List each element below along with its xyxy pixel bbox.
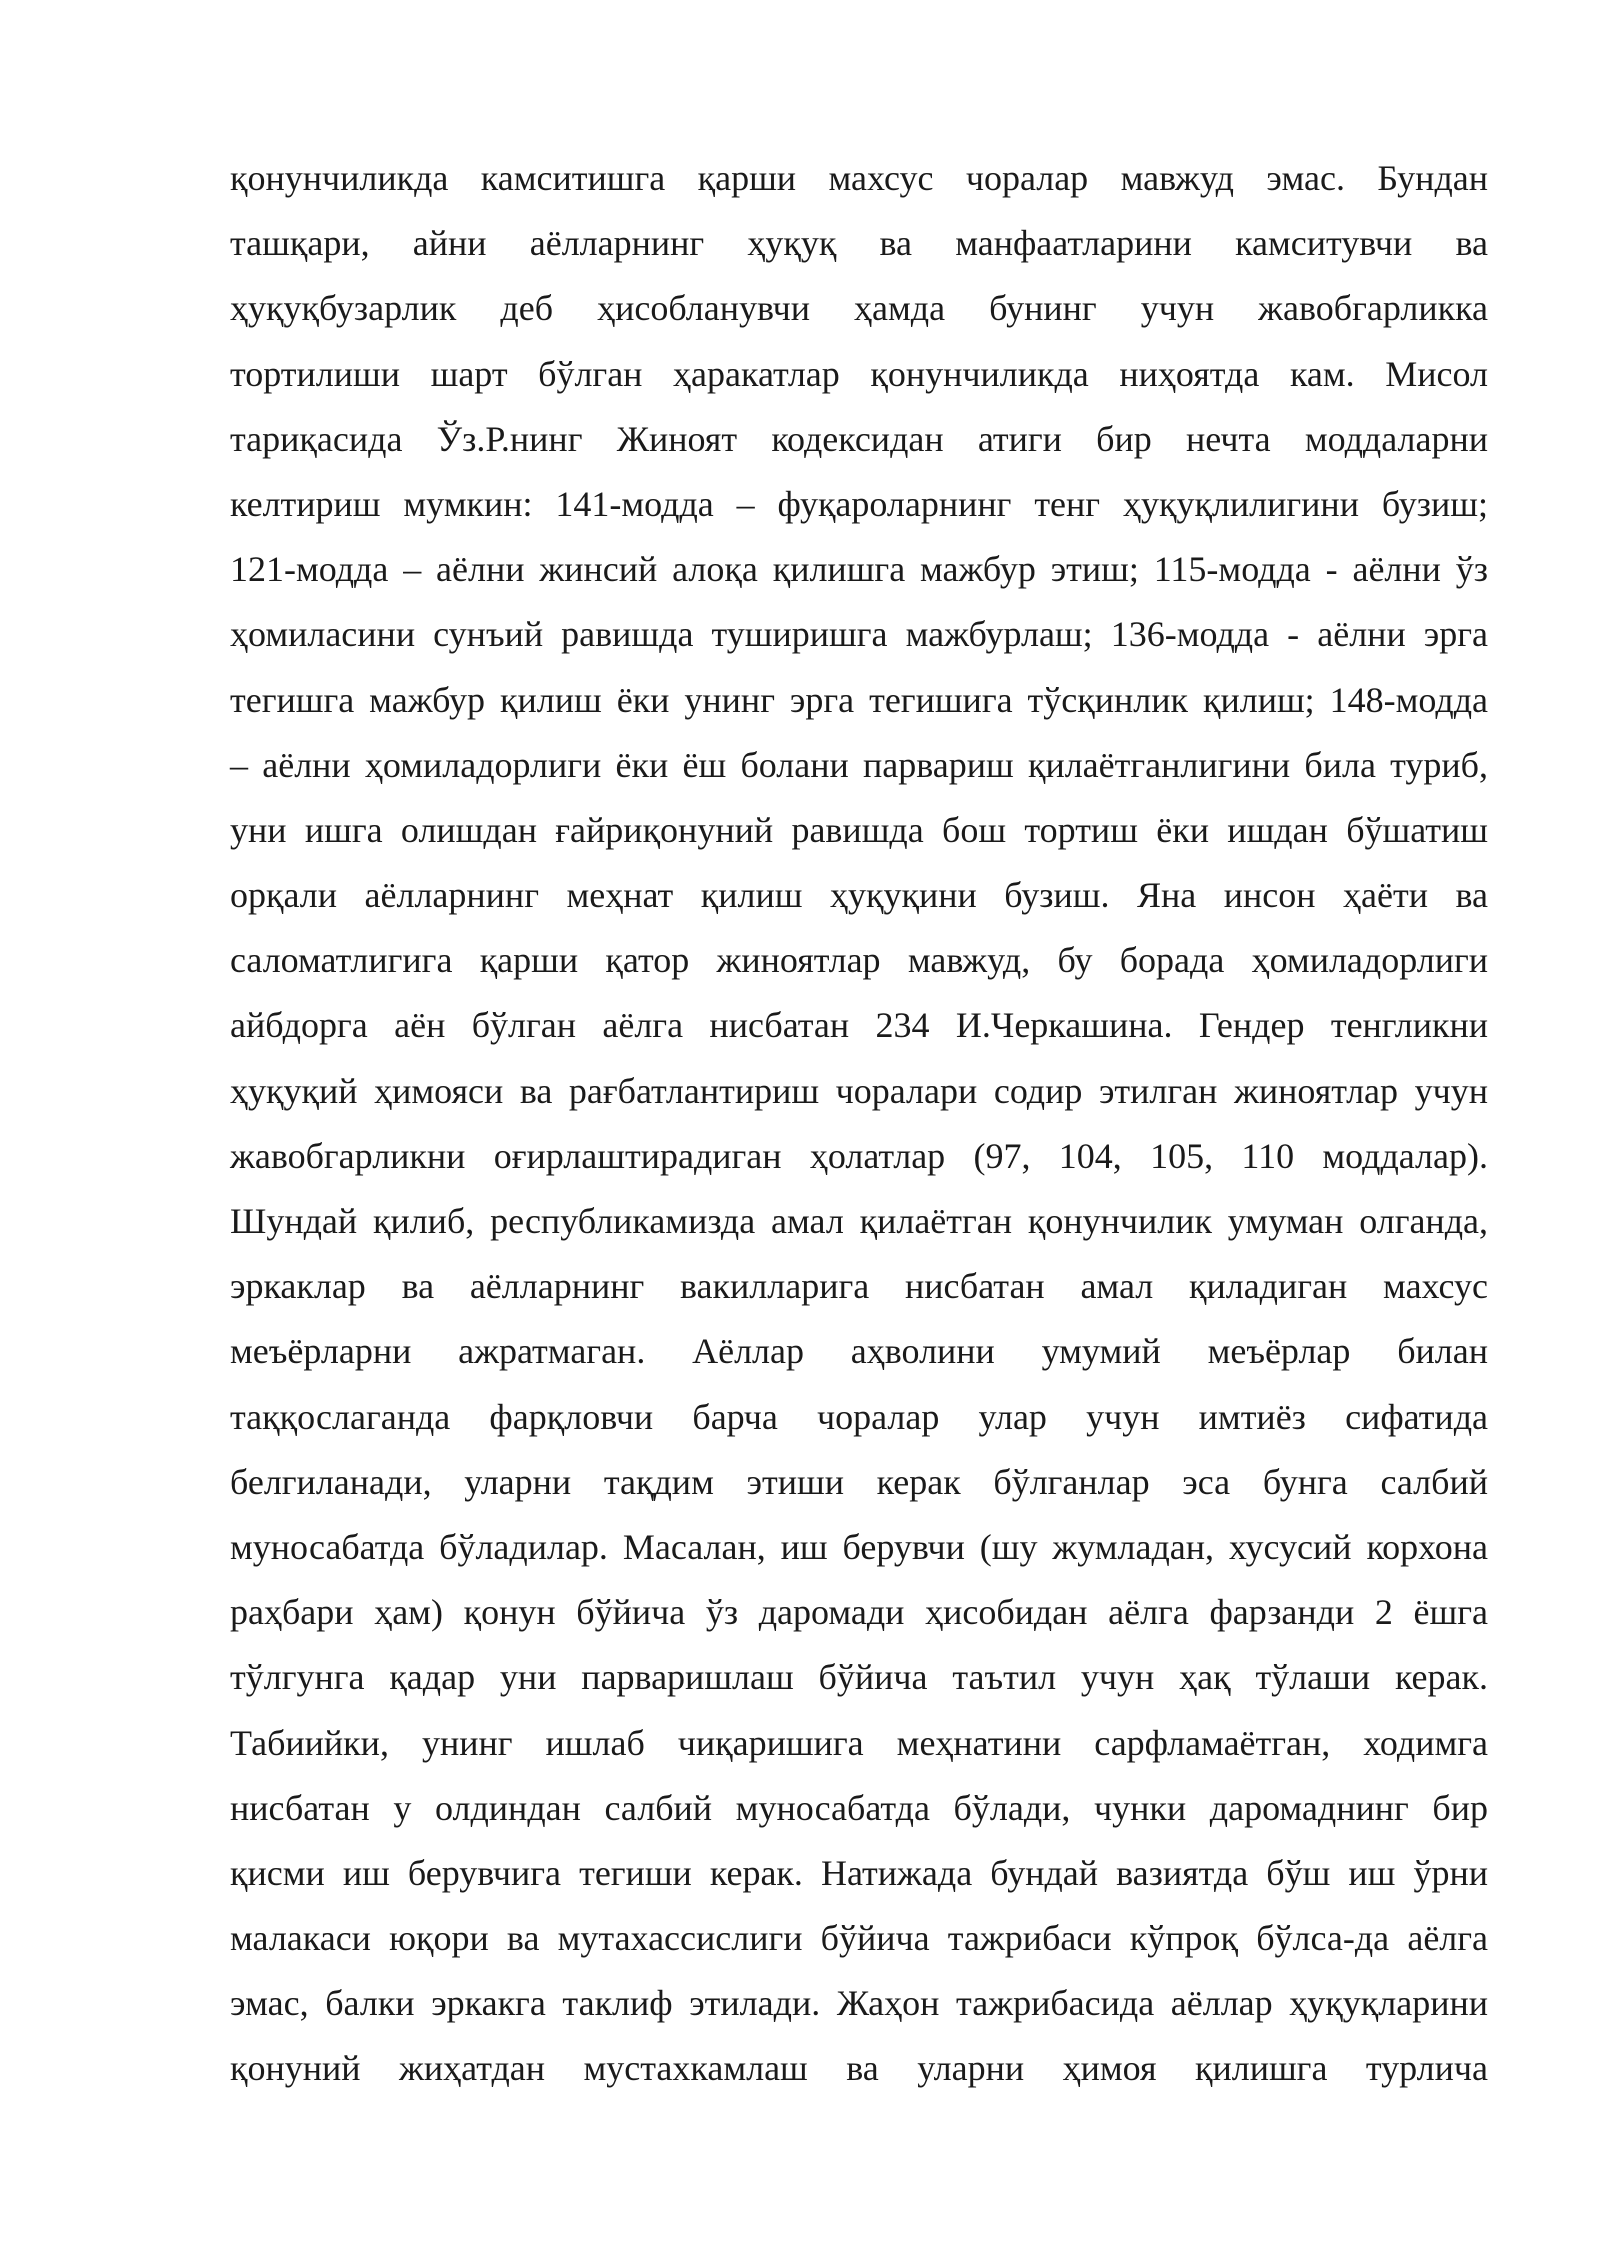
text-line: жавобгарликни оғирлаштирадиган ҳолатлар (97, 104, 105, 110 моддалар).: [230, 1135, 1488, 1176]
text-line: тегишга мажбур қилиш ёки унинг эрга тегишига тўсқинлик қилиш; 148-модда: [230, 679, 1488, 720]
text-line: муносабатда бўладилар. Масалан, иш берувчи (шу жумладан, хусусий корхона: [230, 1526, 1488, 1567]
text-line: келтириш мумкин: 141-модда – фуқароларнинг тенг ҳуқуқлилигини бузиш;: [230, 483, 1488, 524]
text-line: саломатлигига қарши қатор жиноятлар мавжуд, бу борада ҳомиладорлиги: [230, 940, 1488, 981]
text-line: айбдорга аён бўлган аёлга нисбатан 234 И.Черкашина. Гендер тенгликни: [230, 1005, 1488, 1046]
text-line: ташқари, айни аёлларнинг ҳуқуқ ва манфаатларини камситувчи ва: [230, 223, 1488, 264]
text-line: Табиийки, унинг ишлаб чиқаришига меҳнатини сарфламаётган, ходимга: [230, 1722, 1488, 1763]
text-line: белгиланади, уларни тақдим этиши керак бўлганлар эса бунга салбий: [230, 1461, 1488, 1502]
text-line: эмас, балки эркакга таклиф этилади. Жаҳон тажрибасида аёллар ҳуқуқларини: [230, 1983, 1488, 2024]
text-line: ҳомиласини сунъий равишда туширишга мажбурлаш; 136-модда - аёлни эрга: [230, 614, 1488, 655]
text-line: раҳбари ҳам) қонун бўйича ўз даромади ҳисобидан аёлга фарзанди 2 ёшга: [230, 1592, 1488, 1633]
text-line: орқали аёлларнинг меҳнат қилиш ҳуқуқини бузиш. Яна инсон ҳаёти ва: [230, 875, 1488, 916]
text-line: ҳуқуқбузарлик деб ҳисобланувчи ҳамда бунинг учун жавобгарликка: [230, 288, 1488, 329]
text-line: тўлгунга қадар уни парваришлаш бўйича таътил учун ҳақ тўлаши керак.: [230, 1657, 1488, 1698]
body-text: [230, 146, 1488, 2102]
text-line: уни ишга олишдан ғайриқонуний равишда бош тортиш ёки ишдан бўшатиш: [230, 809, 1488, 850]
text-line: қонуний жиҳатдан мустахкамлаш ва уларни ҳимоя қилишга турлича: [230, 2048, 1488, 2089]
text-line: нисбатан у олдиндан салбий муносабатда бўлади, чунки даромаднинг бир: [230, 1787, 1488, 1828]
text-line: қисми иш берувчига тегиши керак. Натижада бундай вазиятда бўш иш ўрни: [230, 1852, 1488, 1893]
text-line: таққослаганда фарқловчи барча чоралар улар учун имтиёз сифатида: [230, 1396, 1488, 1437]
text-line: қонунчиликда камситишга қарши махсус чоралар мавжуд эмас. Бундан: [230, 158, 1488, 198]
text-line: тортилиши шарт бўлган ҳаракатлар қонунчиликда ниҳоятда кам. Мисол: [230, 353, 1488, 394]
text-line: тариқасида Ўз.Р.нинг Жиноят кодексидан атиги бир нечта моддаларни: [230, 418, 1488, 459]
text-line: – аёлни ҳомиладорлиги ёки ёш болани парвариш қилаётганлигини била туриб,: [230, 744, 1488, 785]
text-line: меъёрларни ажратмаган. Аёллар аҳволини умумий меъёрлар билан: [230, 1331, 1488, 1372]
text-line: 121-модда – аёлни жинсий алоқа қилишга мажбур этиш; 115-модда - аёлни ўз: [230, 549, 1488, 590]
text-line: ҳуқуқий ҳимояси ва рағбатлантириш чоралари содир этилган жиноятлар учун: [230, 1070, 1488, 1111]
text-line: эркаклар ва аёлларнинг вакилларига нисбатан амал қиладиган махсус: [230, 1266, 1488, 1307]
text-line: малакаси юқори ва мутахассислиги бўйича тажрибаси кўпроқ бўлса-да аёлга: [230, 1918, 1488, 1959]
text-line: Шундай қилиб, республикамизда амал қилаётган қонунчилик умуман олганда,: [230, 1201, 1488, 1241]
